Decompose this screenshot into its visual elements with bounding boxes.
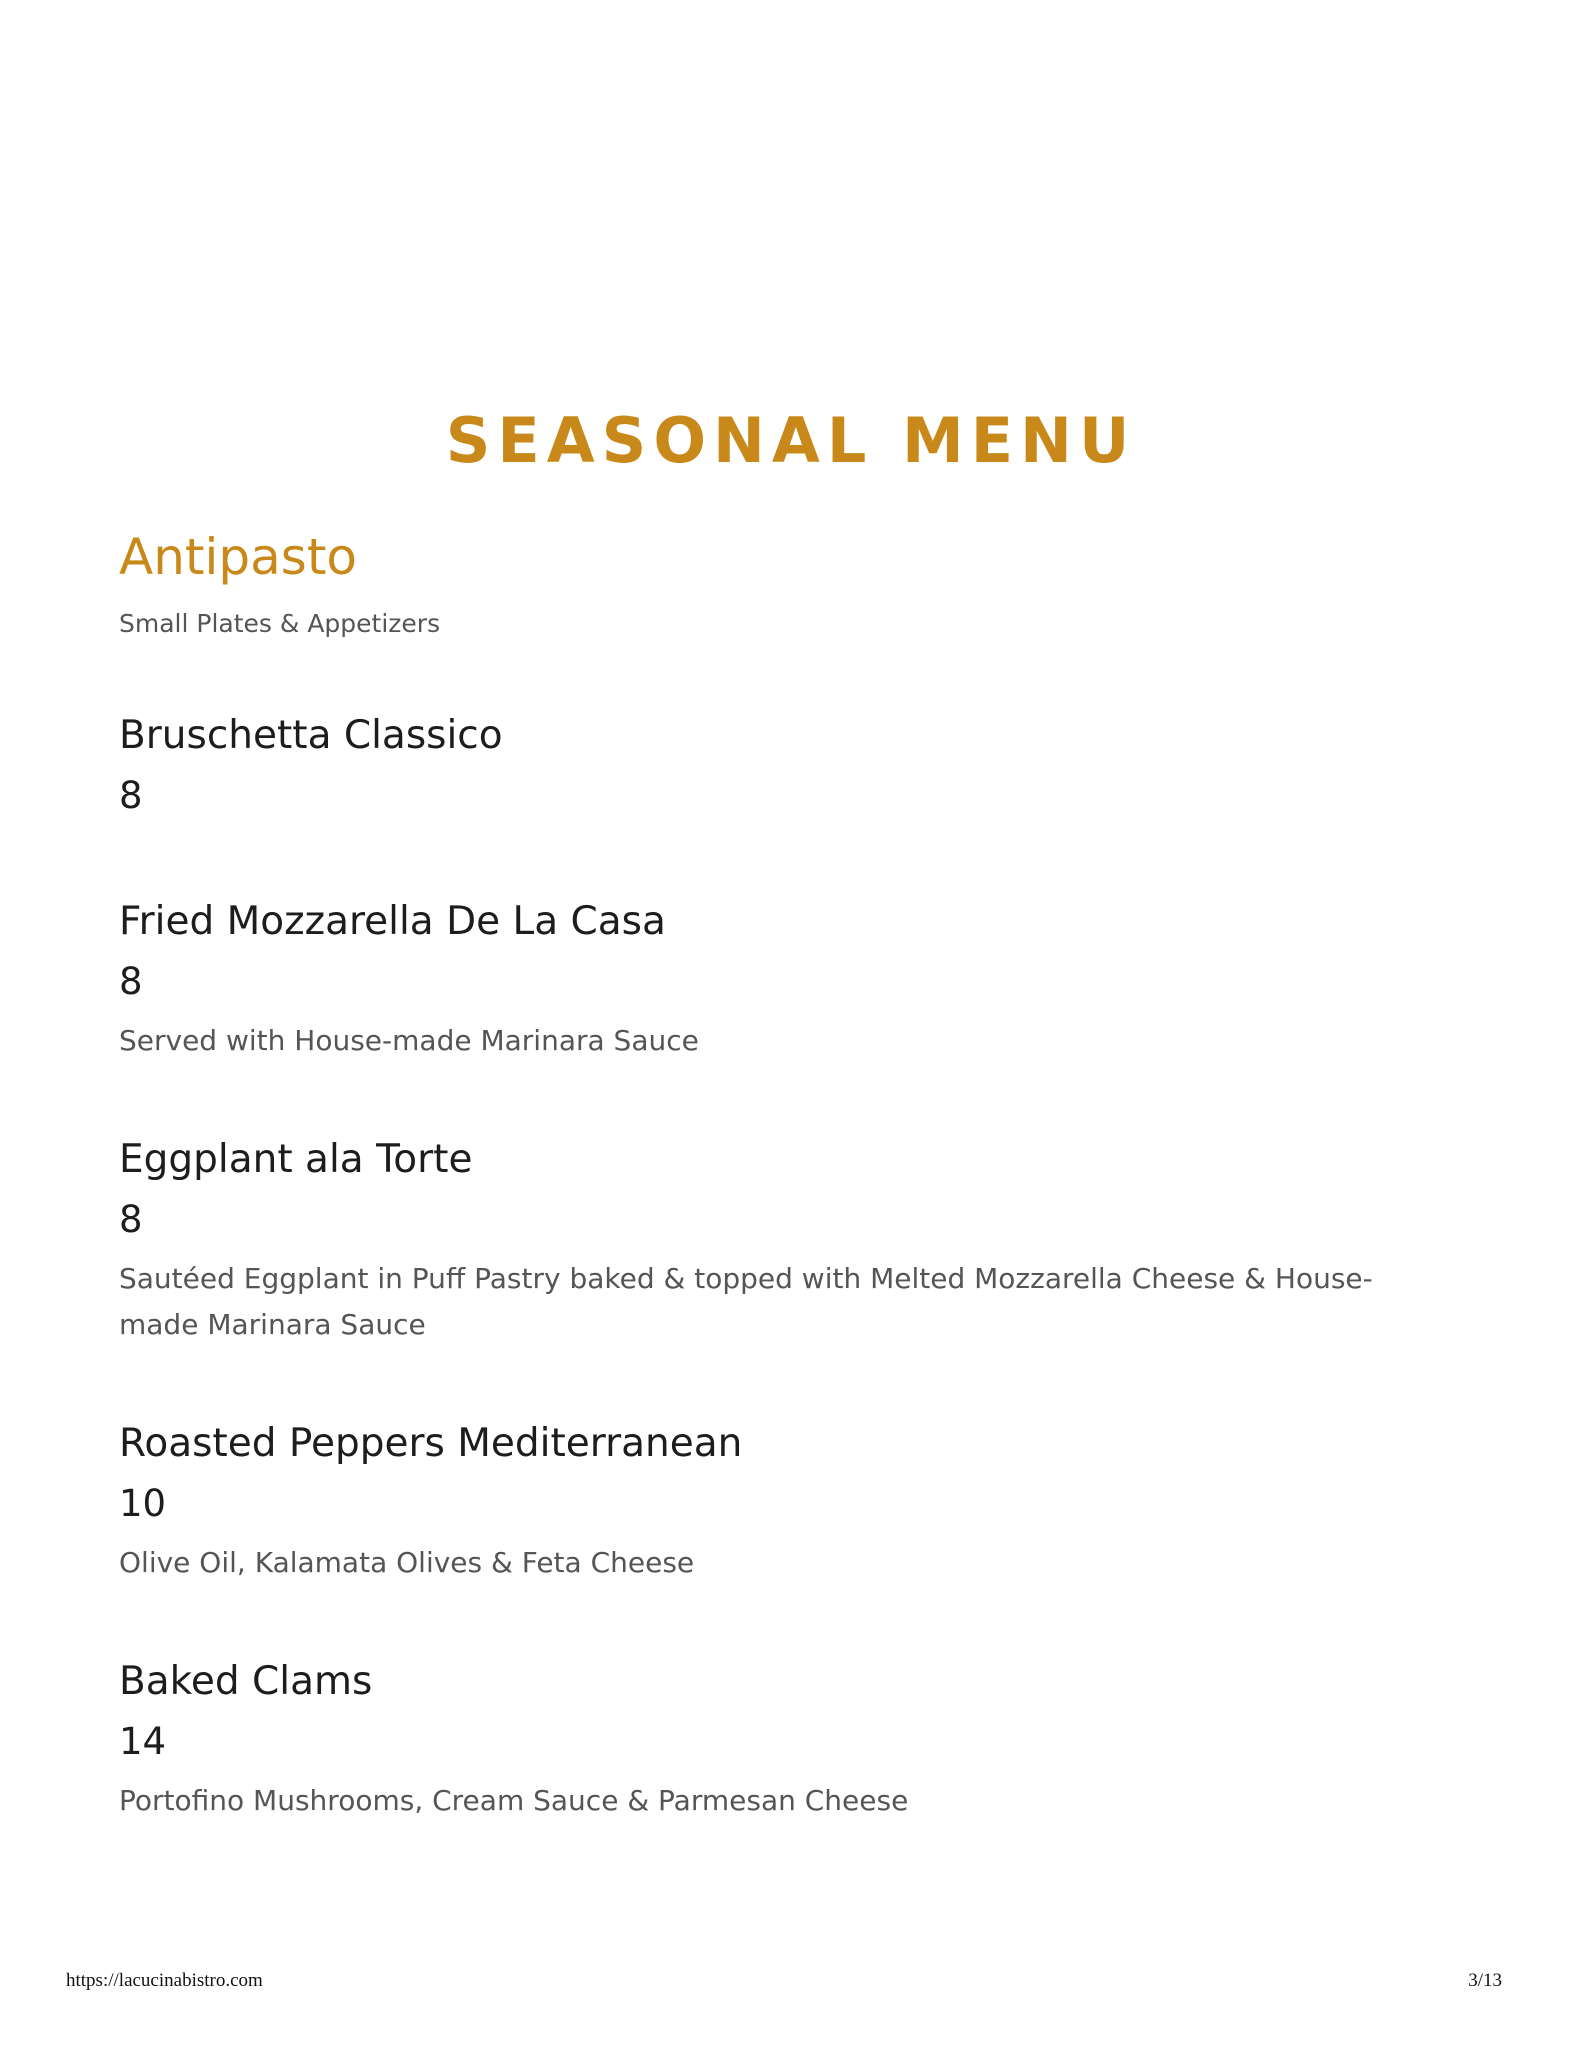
menu-item xyxy=(119,706,1419,826)
section-subtitle: Small Plates & Appetizers xyxy=(119,609,441,638)
menu-item-description: Sautéed Eggplant in Puff Pastry baked & topped with Melted Mozzarella Cheese & House-made Marinara Sauce xyxy=(119,1262,1373,1341)
menu-item-description: Served with House-made Marinara Sauce xyxy=(119,1024,699,1057)
menu-item-name: Eggplant ala Torte xyxy=(119,1137,473,1182)
menu-item-description: Olive Oil, Kalamata Olives & Feta Cheese xyxy=(119,1546,695,1579)
menu-item-name: Fried Mozzarella De La Casa xyxy=(119,899,666,944)
menu-item xyxy=(119,1130,1419,1348)
menu-item-price: 8 xyxy=(119,1198,143,1241)
footer-url: https://lacucinabistro.com xyxy=(66,1970,263,1991)
menu-item-price: 8 xyxy=(119,960,143,1003)
menu-item-price: 10 xyxy=(119,1482,167,1525)
menu-item-name: Roasted Peppers Mediterranean xyxy=(119,1421,743,1466)
menu-item xyxy=(119,1414,1419,1586)
menu-item xyxy=(119,892,1419,1064)
section-title: Antipasto xyxy=(119,528,358,586)
menu-list xyxy=(119,706,1419,1824)
menu-item-name: Baked Clams xyxy=(119,1659,373,1704)
menu-item-description: Portofino Mushrooms, Cream Sauce & Parmesan Cheese xyxy=(119,1784,909,1817)
menu-item-price: 14 xyxy=(119,1720,167,1763)
menu-content xyxy=(119,524,1419,1890)
page-title: SEASONAL MENU xyxy=(445,403,1137,477)
page-number: 3/13 xyxy=(1468,1970,1502,1991)
menu-item-name: Bruschetta Classico xyxy=(119,713,503,758)
menu-item-price: 8 xyxy=(119,774,143,817)
menu-item xyxy=(119,1652,1419,1824)
